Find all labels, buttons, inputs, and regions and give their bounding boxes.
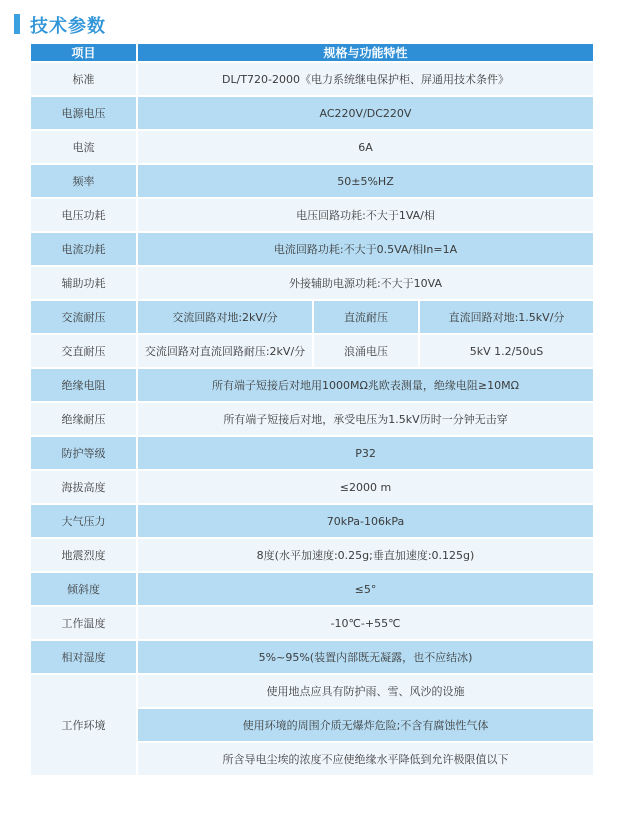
table-row [30, 402, 594, 436]
table-row [30, 606, 594, 640]
row-label: 电流功耗 [30, 232, 137, 266]
row-label: 大气压力 [30, 504, 137, 538]
row-cell-2: 浪涌电压 [313, 334, 419, 368]
table-row [30, 538, 594, 572]
row-value: ≤5° [137, 572, 594, 606]
row-value: 所有端子短接后对地用1000MΩ兆欧表测量，绝缘电阻≥10MΩ [137, 368, 594, 402]
row-cell-2: 直流耐压 [313, 300, 419, 334]
row-value: 70kPa-106kPa [137, 504, 594, 538]
row-value: AC220V/DC220V [137, 96, 594, 130]
row-label: 绝缘耐压 [30, 402, 137, 436]
row-value: 外接辅助电源功耗:不大于10VA [137, 266, 594, 300]
table-row [30, 572, 594, 606]
table-row [30, 300, 594, 334]
row-label: 辅助功耗 [30, 266, 137, 300]
row-value: 电压回路功耗:不大于1VA/相 [137, 198, 594, 232]
table-row [30, 130, 594, 164]
table-row [30, 96, 594, 130]
table-row [30, 640, 594, 674]
row-label: 交流耐压 [30, 300, 137, 334]
row-label: 海拔高度 [30, 470, 137, 504]
row-label: 倾斜度 [30, 572, 137, 606]
row-label: 绝缘电阻 [30, 368, 137, 402]
environment-item: 所含导电尘埃的浓度不应使绝缘水平降低到允许极限值以下 [137, 742, 594, 776]
row-value: 6A [137, 130, 594, 164]
table-row [30, 674, 594, 708]
row-value: -10℃-+55℃ [137, 606, 594, 640]
row-label: 相对湿度 [30, 640, 137, 674]
row-label: 电压功耗 [30, 198, 137, 232]
environment-item: 使用环境的周围介质无爆炸危险;不含有腐蚀性气体 [137, 708, 594, 742]
row-value: 8度(水平加速度:0.25g;垂直加速度:0.125g) [137, 538, 594, 572]
table-row [30, 266, 594, 300]
environment-item: 使用地点应具有防护雨、雪、风沙的设施 [137, 674, 594, 708]
row-label: 电源电压 [30, 96, 137, 130]
table-row [30, 436, 594, 470]
row-label: 防护等级 [30, 436, 137, 470]
row-label: 标准 [30, 62, 137, 96]
table-row [30, 198, 594, 232]
header-item: 项目 [30, 43, 137, 62]
header-spec: 规格与功能特性 [137, 43, 594, 62]
row-label: 频率 [30, 164, 137, 198]
row-label: 电流 [30, 130, 137, 164]
row-value: ≤2000 m [137, 470, 594, 504]
row-value: P32 [137, 436, 594, 470]
section-title: 技术参数 [30, 16, 106, 37]
table-row [30, 368, 594, 402]
row-value: 5%~95%(装置内部既无凝露，也不应结冰) [137, 640, 594, 674]
row-value: 50±5%HZ [137, 164, 594, 198]
table-row [30, 164, 594, 198]
title-accent-bar [14, 14, 20, 34]
row-cell-3: 直流回路对地:1.5kV/分 [419, 300, 594, 334]
row-value: DL/T720-2000《电力系统继电保护柜、屏通用技术条件》 [137, 62, 594, 96]
table-row [30, 62, 594, 96]
row-label: 交直耐压 [30, 334, 137, 368]
row-value: 电流回路功耗:不大于0.5VA/相In=1A [137, 232, 594, 266]
table-row [30, 504, 594, 538]
table-row [30, 334, 594, 368]
row-cell-3: 5kV 1.2/50uS [419, 334, 594, 368]
row-label: 工作温度 [30, 606, 137, 640]
table-header [30, 43, 594, 62]
table-row [30, 470, 594, 504]
row-value: 所有端子短接后对地，承受电压为1.5kV历时一分钟无击穿 [137, 402, 594, 436]
table-row [30, 232, 594, 266]
spec-table [29, 42, 595, 777]
row-label: 地震烈度 [30, 538, 137, 572]
row-cell-1: 交流回路对直流回路耐压:2kV/分 [137, 334, 313, 368]
row-cell-1: 交流回路对地:2kV/分 [137, 300, 313, 334]
environment-label: 工作环境 [30, 674, 137, 776]
